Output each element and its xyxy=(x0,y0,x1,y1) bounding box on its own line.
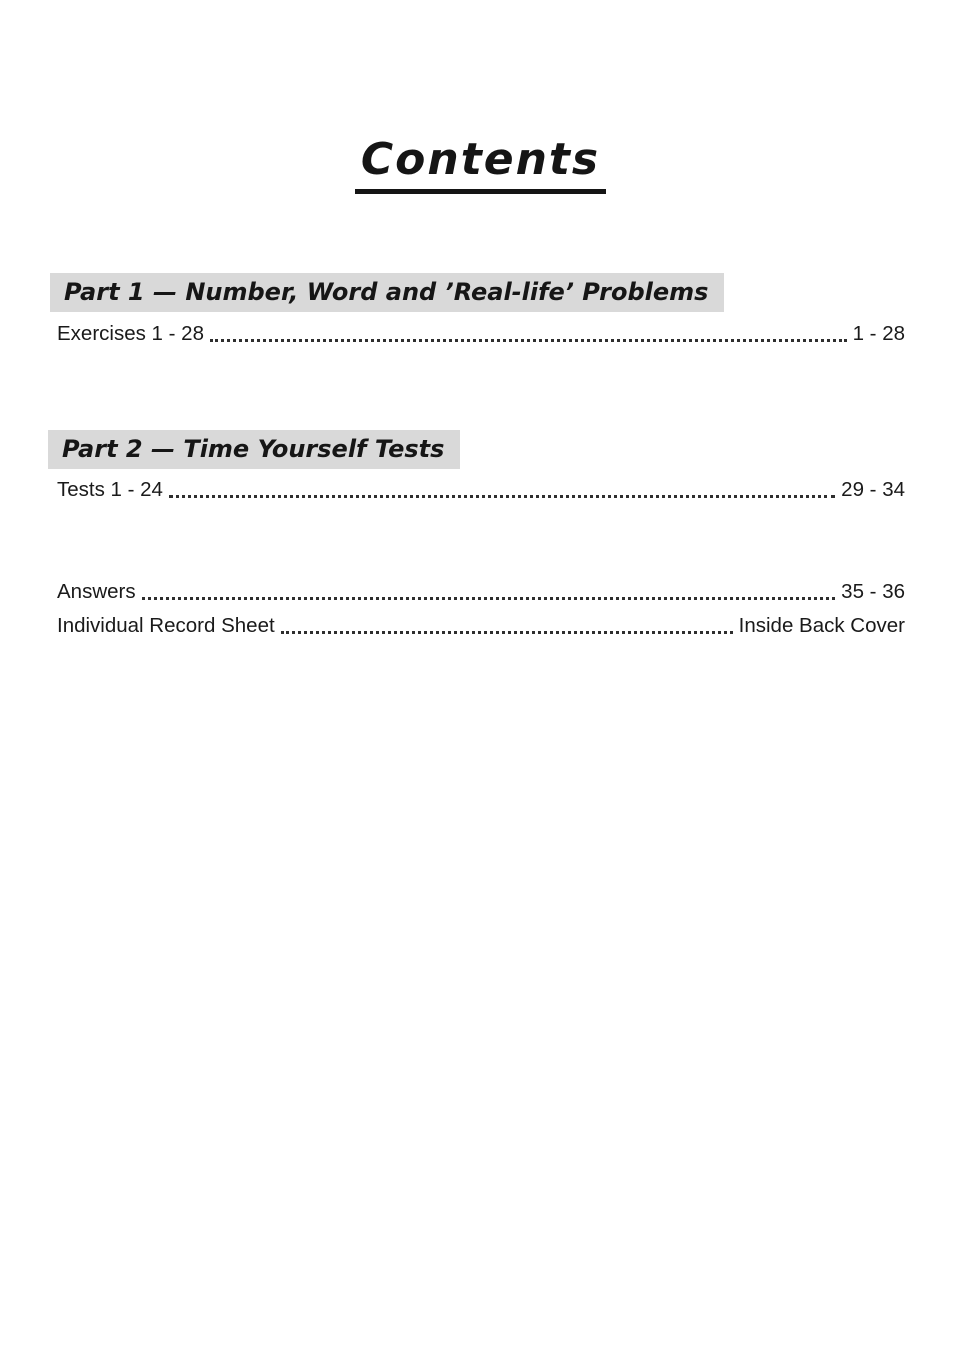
part2-heading: Part 2 — Time Yourself Tests xyxy=(48,430,460,469)
toc-entry-tests xyxy=(57,476,905,504)
dot-leader xyxy=(281,631,733,634)
toc-entry-individual-record-sheet xyxy=(57,612,905,640)
toc-entry-page: Inside Back Cover xyxy=(738,614,905,637)
toc-entry-label: Tests 1 - 24 xyxy=(57,478,163,501)
toc-entry-page: 1 - 28 xyxy=(852,322,905,345)
toc-entry-page: 35 - 36 xyxy=(841,580,905,603)
page-title: Contents xyxy=(355,136,606,194)
part1-heading: Part 1 — Number, Word and ’Real-life’ Problems xyxy=(50,273,724,312)
dot-leader xyxy=(169,495,835,498)
dot-leader xyxy=(142,597,836,600)
dot-leader xyxy=(210,339,847,342)
title-wrap xyxy=(0,136,961,194)
toc-entry-exercises xyxy=(57,320,905,348)
toc-entry-label: Exercises 1 - 28 xyxy=(57,322,204,345)
toc-entry-page: 29 - 34 xyxy=(841,478,905,501)
toc-entry-answers xyxy=(57,578,905,606)
toc-entry-label: Answers xyxy=(57,580,136,603)
toc-entry-label: Individual Record Sheet xyxy=(57,614,275,637)
